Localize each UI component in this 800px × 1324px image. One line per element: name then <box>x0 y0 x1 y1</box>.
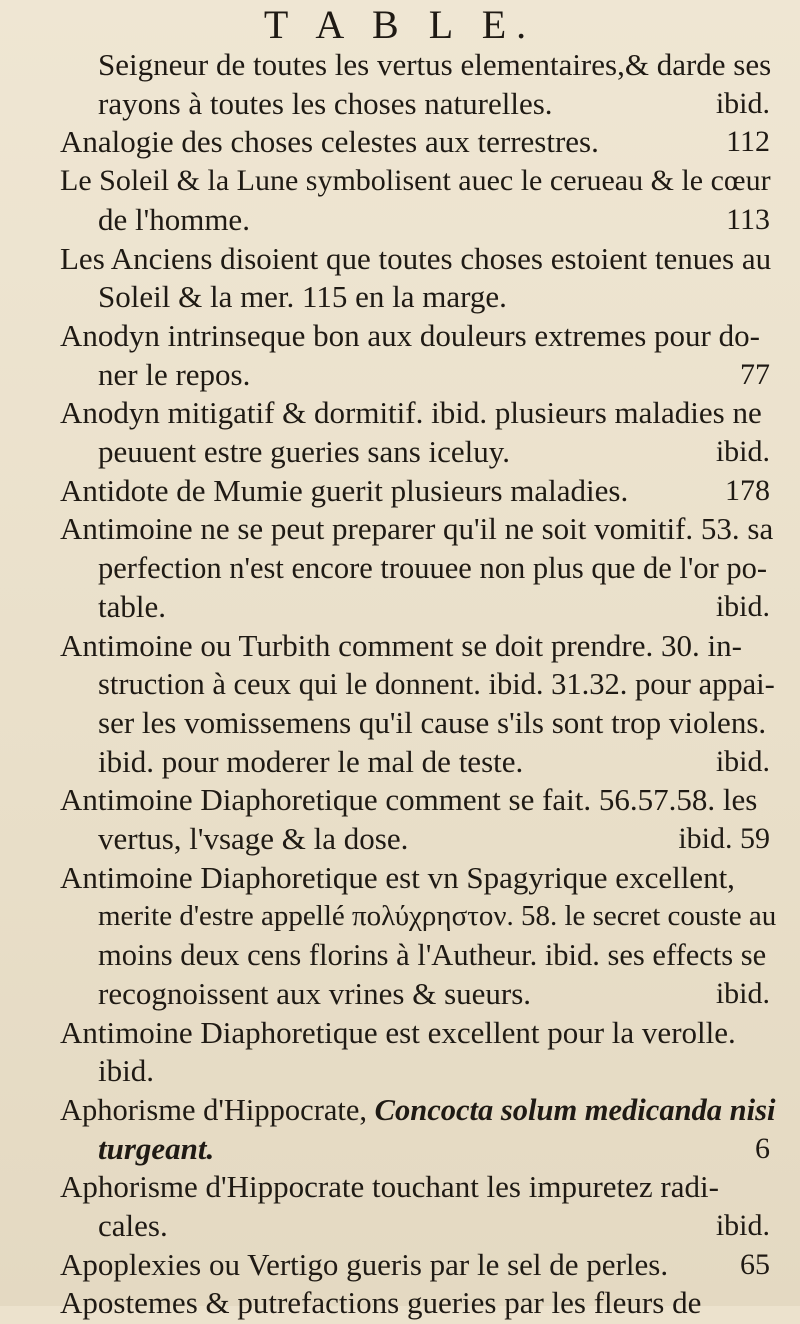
index-line <box>60 392 762 434</box>
index-line-text: ser les vomissemens qu'il cause s'ils sont trop violens. <box>98 705 767 740</box>
index-line <box>60 779 757 821</box>
index-line <box>98 702 766 744</box>
index-line <box>98 586 166 628</box>
index-line-text: Antidote de Mumie guerit plusieurs maladies. <box>60 473 629 508</box>
index-line-text: recognoissent aux vrines & sueurs. <box>98 976 532 1011</box>
index-line-text: Antimoine Diaphoretique est vn Spagyrique excellent, <box>60 860 735 895</box>
index-line-text: struction à ceux qui le donnent. ibid. 31.32. pour appai- <box>98 667 775 701</box>
index-line <box>98 547 767 589</box>
index-line-text: Seigneur de toutes les vertus elementaires,& darde ses <box>98 47 772 82</box>
index-line <box>60 1282 701 1324</box>
index-line-text: ibid. <box>98 1053 154 1088</box>
page-reference: 178 <box>725 474 770 507</box>
index-line-text: de l'homme. <box>98 202 250 237</box>
page-reference: 6 <box>755 1132 770 1165</box>
index-line <box>98 431 510 473</box>
index-line <box>98 199 250 241</box>
index-line-text: Antimoine ne se peut preparer qu'il ne soit vomitif. 53. sa <box>60 511 774 546</box>
index-line <box>60 1244 668 1286</box>
index-line-text: Aphorisme d'Hippocrate touchant les impuretez radi- <box>60 1169 719 1204</box>
index-line <box>60 1166 719 1208</box>
index-line <box>60 1089 775 1131</box>
index-line <box>98 741 523 783</box>
index-line <box>60 160 771 202</box>
index-line-text: peuuent estre gueries sans iceluy. <box>98 434 511 469</box>
index-line-text: ner le repos. <box>98 357 251 392</box>
page-reference: ibid. <box>715 745 770 778</box>
page-reference: 113 <box>726 203 770 236</box>
index-line-text: merite d'estre appellé πολύχρηστον. 58. le secret couste au <box>98 900 777 932</box>
index-line-text: moins deux cens florins à l'Autheur. ibid. ses effects se <box>98 938 767 972</box>
index-line <box>98 1128 214 1170</box>
index-line <box>60 508 773 550</box>
page-reference: ibid. <box>715 590 770 623</box>
index-line <box>60 121 599 163</box>
index-line <box>98 83 553 125</box>
page-reference: 65 <box>740 1248 770 1281</box>
index-line-text: Anodyn intrinseque bon aux douleurs extremes pour do- <box>60 318 760 353</box>
index-line-text: Apostemes & putrefactions gueries par les fleurs de <box>60 1285 702 1320</box>
page-reference: ibid. <box>715 87 770 120</box>
running-head: T A B L E. <box>263 2 537 47</box>
index-line-latin: Concocta solum medicanda nisi <box>374 1093 776 1127</box>
index-line-text: table. <box>98 589 166 624</box>
index-line-text: Antimoine Diaphoretique est excellent pour la verolle. <box>60 1015 736 1050</box>
index-line-text: Apoplexies ou Vertigo gueris par le sel de perles. <box>60 1247 669 1282</box>
index-line <box>98 973 531 1015</box>
index-line-text: Le Soleil & la Lune symbolisent auec le cerueau & le cœur <box>60 164 771 197</box>
page-reference: ibid. <box>715 1209 770 1242</box>
page-reference: 77 <box>740 358 770 391</box>
index-line <box>98 44 771 86</box>
index-line-text: vertus, l'vsage & la dose. <box>98 821 409 856</box>
index-line-text: Antimoine Diaphoretique comment se fait. 56.57.58. les <box>60 782 758 817</box>
index-line <box>60 470 628 512</box>
index-line-text: Aphorisme d'Hippocrate, <box>60 1093 375 1127</box>
index-line-text: rayons à toutes les choses naturelles. <box>98 86 553 121</box>
index-line <box>98 895 776 937</box>
index-line <box>98 1050 154 1092</box>
index-line-text: ibid. pour moderer le mal de teste. <box>98 744 524 779</box>
index-line-text: perfection n'est encore trouuee non plus que de l'or po- <box>98 551 768 585</box>
index-line <box>98 934 766 976</box>
index-line-text: Analogie des choses celestes aux terrestres. <box>60 124 599 159</box>
index-line <box>60 1012 736 1054</box>
index-line <box>98 276 507 318</box>
page-reference: ibid. 59 <box>678 822 770 855</box>
index-line-text: Soleil & la mer. 115 en la marge. <box>98 279 507 314</box>
index-line-latin: turgeant. <box>98 1131 215 1166</box>
index-line <box>98 818 408 860</box>
page-reference: ibid. <box>715 977 770 1010</box>
index-line-text: cales. <box>98 1208 168 1243</box>
index-line-text: Anodyn mitigatif & dormitif. ibid. plusieurs maladies ne <box>60 395 762 430</box>
index-line-text: Antimoine ou Turbith comment se doit prendre. 30. in- <box>60 628 742 663</box>
index-line <box>60 238 771 280</box>
index-line <box>60 315 760 357</box>
index-line <box>98 663 775 705</box>
index-line <box>60 625 742 667</box>
index-line <box>60 857 735 899</box>
index-line <box>98 1205 168 1247</box>
index-line-text: Les Anciens disoient que toutes choses estoient tenues au <box>60 241 772 276</box>
page-reference: ibid. <box>715 435 770 468</box>
index-line <box>98 354 250 396</box>
page-reference: 112 <box>726 125 770 158</box>
